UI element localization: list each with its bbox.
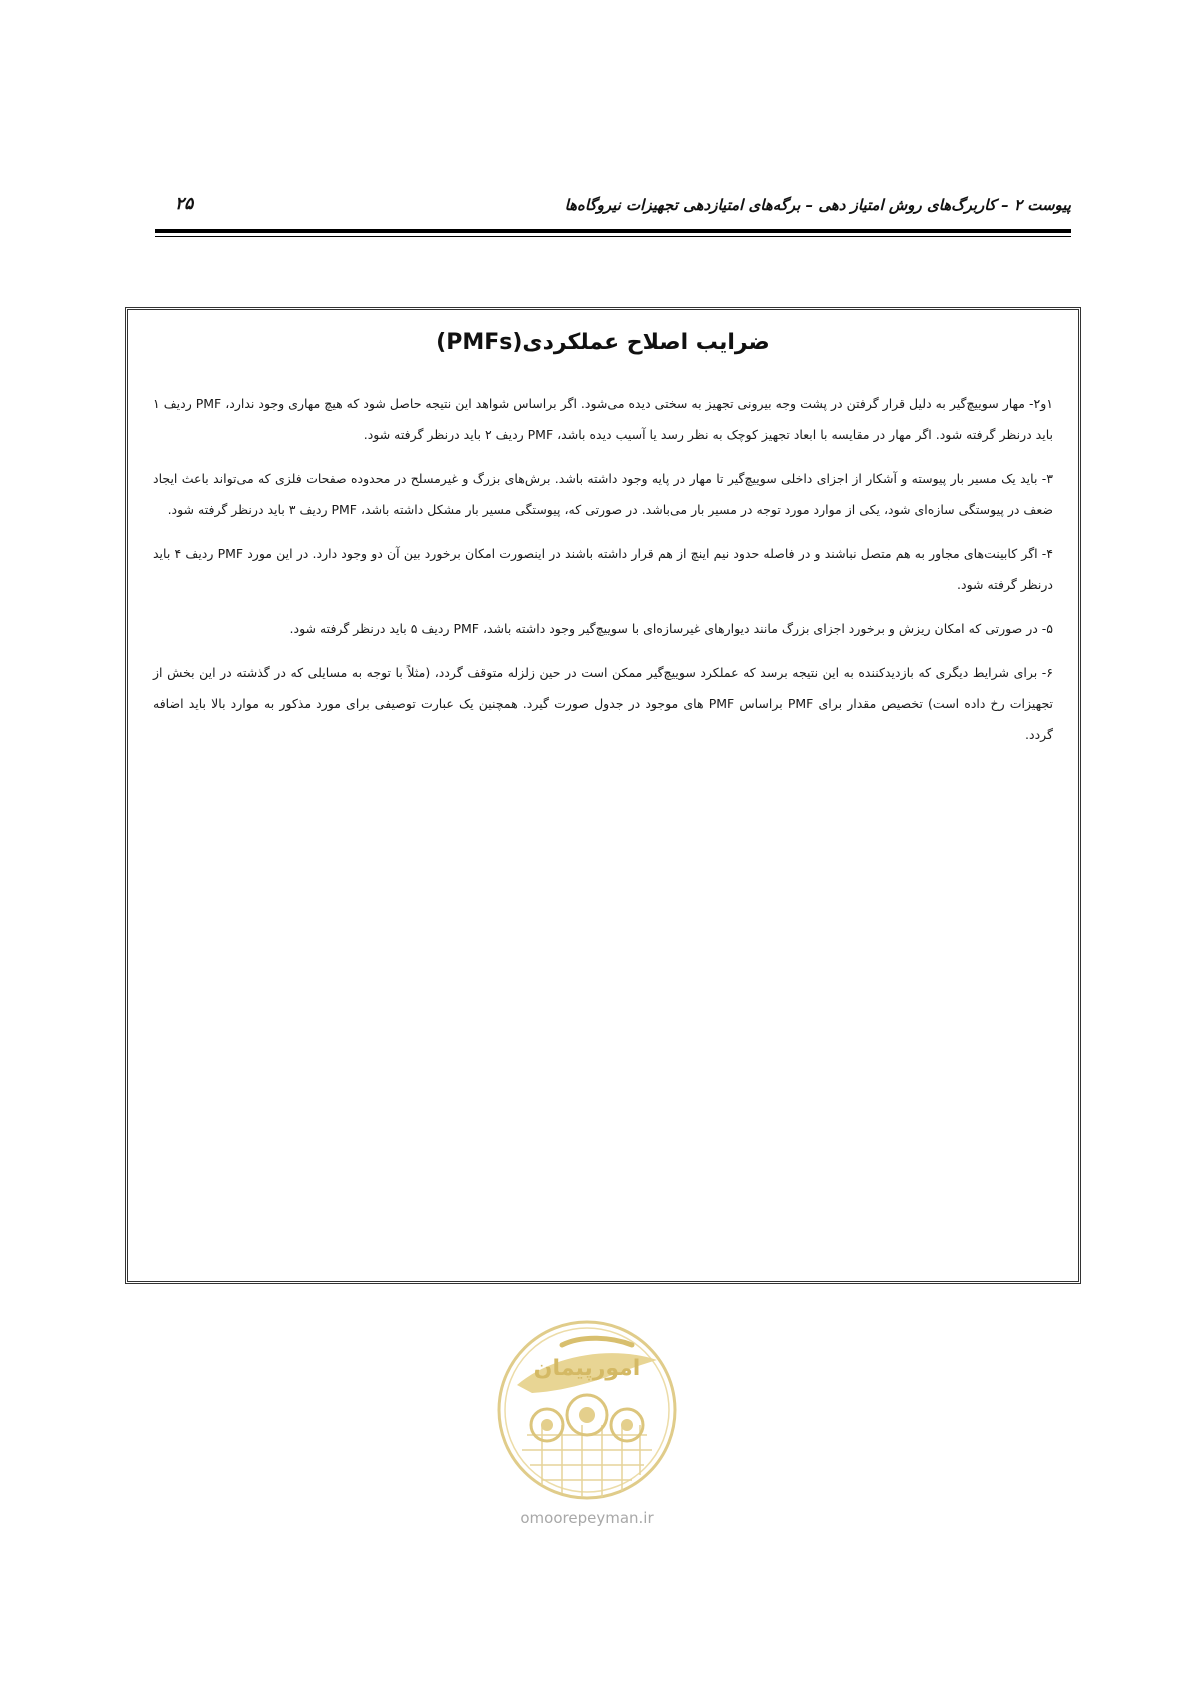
section-title: ضرایب اصلاح عملکردی(PMFs) (436, 330, 770, 355)
running-header-title: پیوست ۲ – کاربرگ‌های روش امتیاز دهی – برگه‌های امتیازدهی تجهیزات نیروگاه‌ها (564, 196, 1071, 214)
paragraph-4: ۴- اگر کابینت‌های مجاور به هم متصل نباشند و در فاصله حدود نیم اینچ از هم قرار داشته باشند در اینصورت امکان برخورد بین آن دو وجود دارد. در این مورد PMF ردیف ۴ باید درنظر گرفته شود. (153, 546, 1054, 592)
watermark-logo-text: امورپیمان (533, 1356, 641, 1381)
paragraph-list (153, 388, 1053, 763)
paragraph-3: ۳- باید یک مسیر بار پیوسته و آشکار از اجزای داخلی سوییچ‌گیر تا مهار در پایه وجود داشته باشد. برش‌های بزرگ و غیرمسلح در محدوده صفحات فلزی که می‌تواند باعث ایجاد ضعف در پیوستگی سازه‌ای شود، یکی از موارد مورد توجه در مسیر بار می‌باشد. در صورتی که، پیوستگی مسیر بار مشکل داشته باشد، PMF ردیف ۳ باید درنظر گرفته شود. (153, 471, 1053, 517)
paragraph-1: ۱و۲- مهار سوییچ‌گیر به دلیل قرار گرفتن در پشت وجه بیرونی تجهیز به سختی دیده می‌شود. اگر براساس شواهد این نتیجه حاصل شود که هیچ مهاری وجود ندارد، PMF ردیف ۱ باید درنظر گرفته شود. اگر مهار در مقایسه با ابعاد تجهیز کوچک به نظر رسد یا آسیب دیده باشد، PMF ردیف ۲ باید درنظر گرفته شود. (153, 396, 1053, 442)
paragraph-5: ۵- در صورتی که امکان ریزش و برخورد اجزای بزرگ مانند دیوارهای غیرسازه‌ای با سوییچ‌گیر وجود داشته باشد، PMF ردیف ۵ باید درنظر گرفته شود. (289, 621, 1053, 636)
content-box (125, 307, 1081, 1284)
watermark-url: omoorepeyman.ir (520, 1509, 654, 1527)
watermark-logo-icon (492, 1315, 682, 1505)
page-number: ۲۵ (175, 194, 194, 214)
watermark (480, 1315, 694, 1555)
paragraph-6: ۶- برای شرایط دیگری که بازدیدکننده به این نتیجه برسد که عملکرد سوییچ‌گیر ممکن است در حین زلزله متوقف گردد، (مثلاً با توجه به مسایلی که در گذشته در این بخش از تجهیزات رخ داده است) تخصیص مقدار برای PMF براساس PMF های موجود در جدول صورت گیرد. همچنین یک عبارت توصیفی برای مورد مذکور به موارد بالا باید اضافه گردد. (153, 665, 1053, 742)
header-rule-thin (155, 236, 1071, 237)
header-rule (155, 229, 1071, 233)
